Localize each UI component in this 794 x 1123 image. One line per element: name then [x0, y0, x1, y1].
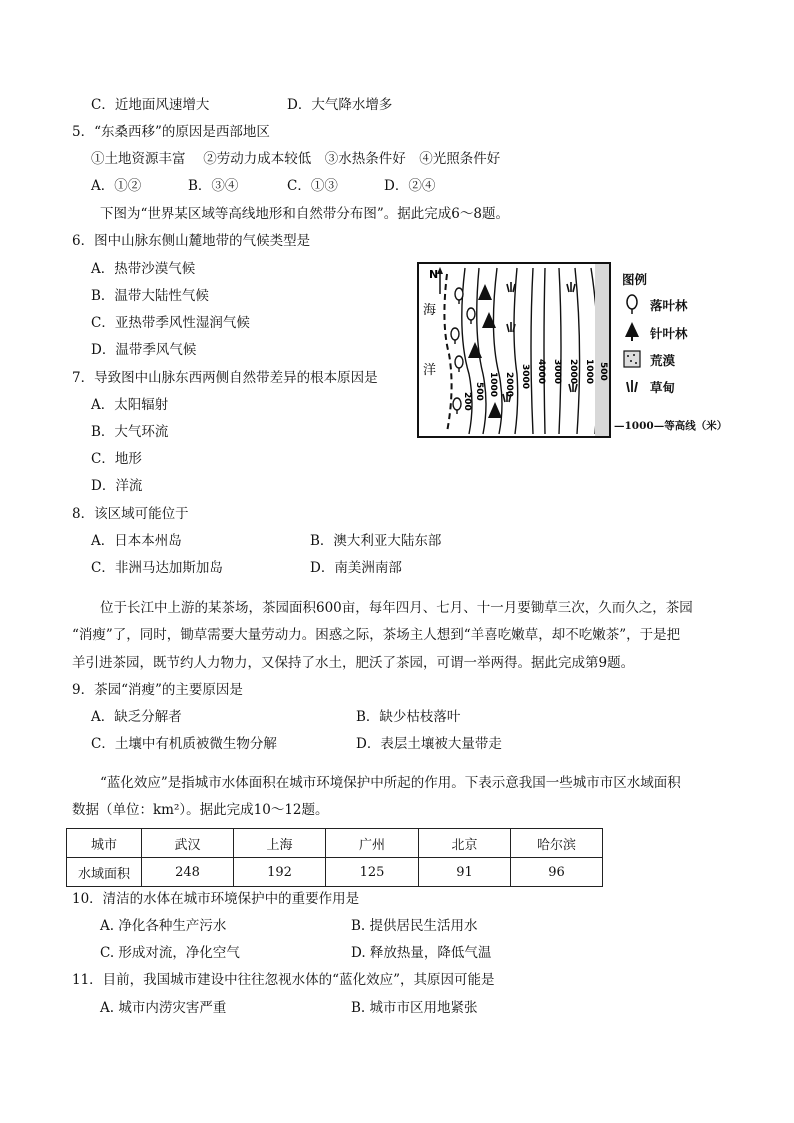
q8-option-c: C．非洲马达加斯加岛: [91, 560, 223, 576]
map-legend: [616, 270, 736, 440]
q8-option-d: D．南美洲南部: [310, 560, 402, 576]
q5-items: ①土地资源丰富 ②劳动力成本较低 ③水热条件好 ④光照条件好: [91, 151, 501, 167]
contour-label: 4000: [536, 359, 546, 385]
legend-title: 图例: [622, 272, 648, 287]
q6-option-a: A．热带沙漠气候: [91, 261, 196, 277]
contour-label: 500: [474, 382, 484, 401]
table-cell: 水域面积: [67, 858, 142, 887]
contour-map-svg: [419, 264, 609, 436]
water-area-table: [66, 828, 603, 887]
desert-icon: [623, 350, 641, 368]
ocean-label: 洋: [423, 363, 437, 378]
contour-line: [514, 268, 518, 434]
q10-option-c: C. 形成对流，净化空气: [100, 945, 240, 961]
legend-label: 落叶林: [650, 298, 688, 313]
meadow-icon: [507, 282, 515, 292]
north-label: N: [429, 268, 439, 281]
table-cell: 125: [326, 858, 419, 887]
intro-6-8: 下图为“世界某区域等高线地形和自然带分布图”。据此完成6～8题。: [100, 206, 509, 222]
passage-10-line-1: “蓝化效应”是指城市水体面积在城市环境保护中所起的作用。下表示意我国一些城市市区水域面积: [100, 775, 681, 791]
q9-option-c: C．土壤中有机质被微生物分解: [91, 736, 277, 752]
conifer-tree-icon: [624, 321, 640, 341]
q10-option-a: A. 净化各种生产污水: [100, 918, 227, 934]
q8-option-a: A．日本本州岛: [91, 533, 182, 549]
passage-9-line-2: “消瘦”了，同时，锄草需要大量劳动力。困惑之际，茶场主人想到“羊喜吃嫩草，却不吃嫩茶”，于是把: [72, 627, 681, 643]
q10-option-b: B. 提供居民生活用水: [351, 918, 478, 934]
contour-label: 200: [462, 392, 472, 411]
table-cell: 91: [419, 858, 511, 887]
q9-option-a: A．缺乏分解者: [91, 709, 182, 725]
meadow-icon: [624, 378, 640, 394]
table-row: [67, 858, 603, 887]
q10-option-d: D. 释放热量，降低气温: [351, 945, 492, 961]
contour-label: 1000: [584, 359, 594, 385]
table-cell: 248: [142, 858, 234, 887]
meadow-icon: [567, 282, 575, 292]
contour-line: [559, 268, 561, 434]
contour-label: 3000: [552, 359, 562, 385]
q6-option-c: C．亚热带季风性湿润气候: [91, 315, 250, 331]
q8-stem: 8．该区域可能位于: [72, 506, 189, 522]
legend-label: 荒漠: [650, 353, 676, 368]
contour-label: 2000: [568, 359, 578, 385]
table-cell: 哈尔滨: [511, 829, 603, 858]
q9-option-b: B．缺少枯枝落叶: [356, 709, 461, 725]
q7-option-d: D．洋流: [91, 478, 143, 494]
q6-option-d: D．温带季风气候: [91, 342, 197, 358]
deciduous-tree-icon: [467, 308, 475, 324]
contour-line: [575, 268, 580, 434]
deciduous-tree-icon: [453, 398, 461, 414]
deciduous-tree-icon: [451, 328, 459, 344]
q8-option-b: B．澳大利亚大陆东部: [310, 533, 442, 549]
contour-map-figure: [417, 262, 611, 438]
q10-stem: 10．清洁的水体在城市环境保护中的重要作用是: [72, 891, 360, 907]
q7-option-b: B．大气环流: [91, 424, 169, 440]
desert-area: [595, 264, 609, 436]
conifer-tree-icon: [488, 402, 502, 418]
q7-stem: 7．导致图中山脉东西两侧自然带差异的根本原因是: [72, 370, 378, 386]
conifer-tree-icon: [478, 284, 492, 300]
table-cell: 城市: [67, 829, 142, 858]
contour-label: 500: [598, 362, 608, 381]
deciduous-tree-icon: [455, 356, 463, 372]
contour-label: 3000: [520, 364, 530, 390]
legend-label: 草甸: [650, 380, 676, 395]
q11-option-a: A. 城市内涝灾害严重: [100, 1000, 227, 1016]
q9-option-d: D．表层土壤被大量带走: [356, 736, 502, 752]
contour-label: 2000: [504, 372, 514, 398]
passage-9-line-1: 位于长江中上游的某茶场，茶园面积600亩，每年四月、七月、十一月要锄草三次，久而久之，茶园: [100, 600, 693, 616]
table-cell: 广州: [326, 829, 419, 858]
q7-option-a: A．太阳辐射: [91, 397, 169, 413]
q11-option-b: B. 城市市区用地紧张: [351, 1000, 478, 1016]
table-cell: 北京: [419, 829, 511, 858]
q5-option-d: D．②④: [384, 178, 436, 194]
table-row: [67, 829, 603, 858]
coastline: [444, 274, 451, 432]
q5-option-c: C．①③: [287, 178, 338, 194]
contour-line: [544, 268, 545, 434]
sea-label: 海: [423, 303, 437, 318]
q11-stem: 11．目前，我国城市建设中往往忽视水体的“蓝化效应”，其原因可能是: [72, 972, 495, 988]
table-cell: 武汉: [142, 829, 234, 858]
q5-option-a: A．①②: [91, 178, 142, 194]
contour-line: [531, 268, 533, 434]
conifer-tree-icon: [468, 342, 482, 358]
table-cell: 上海: [234, 829, 326, 858]
table-cell: 96: [511, 858, 603, 887]
passage-10-line-2: 数据（单位：km²）。据此完成10～12题。: [72, 802, 329, 818]
q7-option-c: C．地形: [91, 451, 142, 467]
q6-stem: 6．图中山脉东侧山麓地带的气候类型是: [72, 233, 311, 249]
table-cell: 192: [234, 858, 326, 887]
q4-option-c: C．近地面风速增大: [91, 97, 210, 113]
q6-option-b: B．温带大陆性气候: [91, 288, 209, 304]
q4-option-d: D．大气降水增多: [287, 97, 393, 113]
contour-label: 1000: [488, 372, 498, 398]
q5-stem: 5．“东桑西移”的原因是西部地区: [72, 124, 270, 140]
legend-label: 针叶林: [650, 326, 688, 341]
q5-option-b: B．③④: [188, 178, 239, 194]
q9-stem: 9．茶园“消瘦”的主要原因是: [72, 682, 243, 698]
passage-9-line-3: 羊引进茶园，既节约人力物力，又保持了水土，肥沃了茶园，可谓一举两得。据此完成第9题。: [72, 655, 635, 671]
deciduous-tree-icon: [624, 294, 640, 314]
legend-contour: —1000—等高线（米）: [614, 420, 728, 432]
